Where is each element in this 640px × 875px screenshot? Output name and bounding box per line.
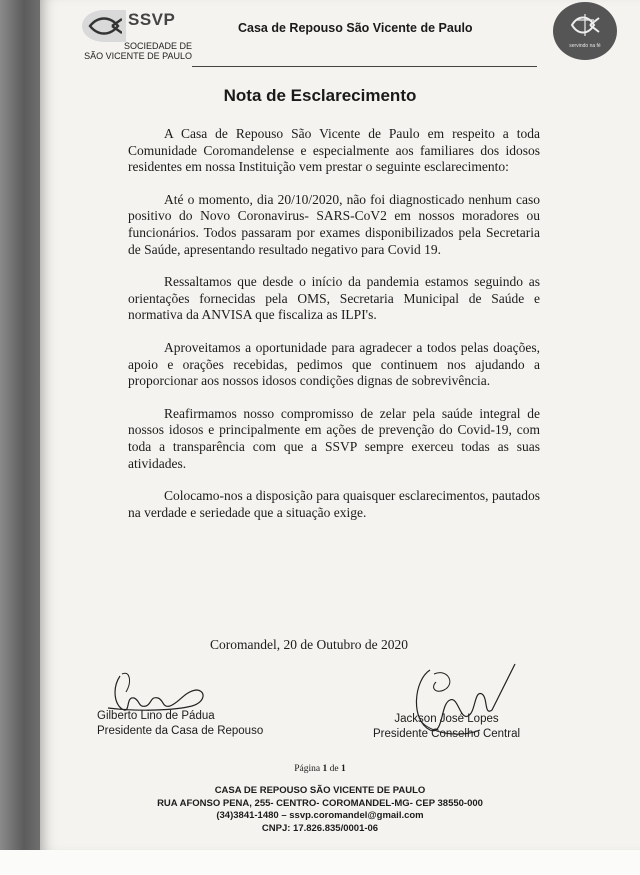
page-total: 1: [340, 764, 346, 774]
footer-address: RUA AFONSO PENA, 255- CENTRO- COROMANDEL-MG- CEP 38550-000: [157, 797, 483, 809]
signer-role-right: Presidente Conselho Central: [373, 728, 521, 740]
signer-name-right: Jackson José Lopes: [394, 713, 499, 725]
logo-subtitle: [84, 41, 192, 61]
page-of: de: [329, 764, 339, 774]
signature-right: [373, 712, 520, 742]
signature-left: [97, 709, 263, 739]
logo-subtitle-line-1: SOCIEDADE DE: [123, 41, 192, 51]
scan-bottom-edge: [0, 850, 640, 875]
fish-icon: [82, 10, 126, 42]
logo-subtitle-line-2: SÃO VICENTE DE PAULO: [84, 51, 192, 61]
paragraph-1: A Casa de Repouso São Vicente de Paulo em respeito a toda Comunidade Coromandelense e especialmente aos familiares dos idosos residentes em nossa Instituição vem prestar o seguinte esclarecimento:: [128, 126, 540, 175]
header-divider: [192, 66, 537, 67]
paragraph-4: Aproveitamos a oportunidade para agradecer a todos pelas doações, apoio e orações recebidas, pedimos que continuem nos ajudando a proporcionar aos nossos idosos condições dignas de sobrevivência.: [128, 339, 540, 389]
paragraph-3: Ressaltamos que desde o início da pandemia estamos seguindo as orientações fornecidas pela OMS, Secretaria Municipal de Saúde e normativa da ANVISA que fiscaliza as ILPI's.: [128, 274, 540, 323]
institution-name: Casa de Repouso São Vicente de Paulo: [238, 21, 473, 35]
ssvp-logo: [82, 8, 192, 66]
seal-fish-icon: [570, 12, 600, 38]
footer-institution: CASA DE REPOUSO SÃO VICENTE DE PAULO: [214, 785, 426, 796]
logo-name: SSVP: [128, 10, 176, 29]
scan-left-edge: [0, 0, 40, 850]
date-location: Coromandel, 20 de Outubro de 2020: [210, 637, 408, 652]
paragraph-5: Reafirmamos nosso compromisso de zelar pela saúde integral de nossos idosos e principalmente em ações de prevenção do Covid-19, com toda a transparência com que a SSVP sempre exerceu todas as suas atividades.: [128, 405, 540, 471]
page-current: 1: [322, 764, 328, 774]
ssvp-seal: [553, 2, 617, 60]
signer-name-left: Gilberto Lino de Pádua: [97, 710, 215, 722]
seal-text: servindo na fé: [569, 43, 601, 49]
footer-cnpj: CNPJ: 17.826.835/0001-06: [261, 822, 379, 834]
signer-role-left: Presidente da Casa de Repouso: [97, 725, 264, 737]
page-label: Página: [294, 764, 321, 774]
paragraph-6: Colocamo-nos a disposição para quaisquer esclarecimentos, pautados na verdade e seriedade que a situação exige.: [128, 488, 540, 520]
footer-contact: (34)3841-1480 – ssvp.coromandel@gmail.com: [216, 810, 424, 821]
document-body: [128, 126, 540, 537]
paragraph-2: Até o momento, dia 20/10/2020, não foi diagnosticado nenhum caso positivo do Novo Coronavirus- SARS-CoV2 em nossos moradores ou funcionários. Todos passaram por exames disponibilizados pela Secretaria de Saúde, apresentando resultado negativo para Covid 19.: [128, 191, 540, 257]
page-number: [0, 764, 640, 774]
document-title: Nota de Esclarecimento: [223, 86, 417, 105]
document-footer: [0, 785, 640, 835]
